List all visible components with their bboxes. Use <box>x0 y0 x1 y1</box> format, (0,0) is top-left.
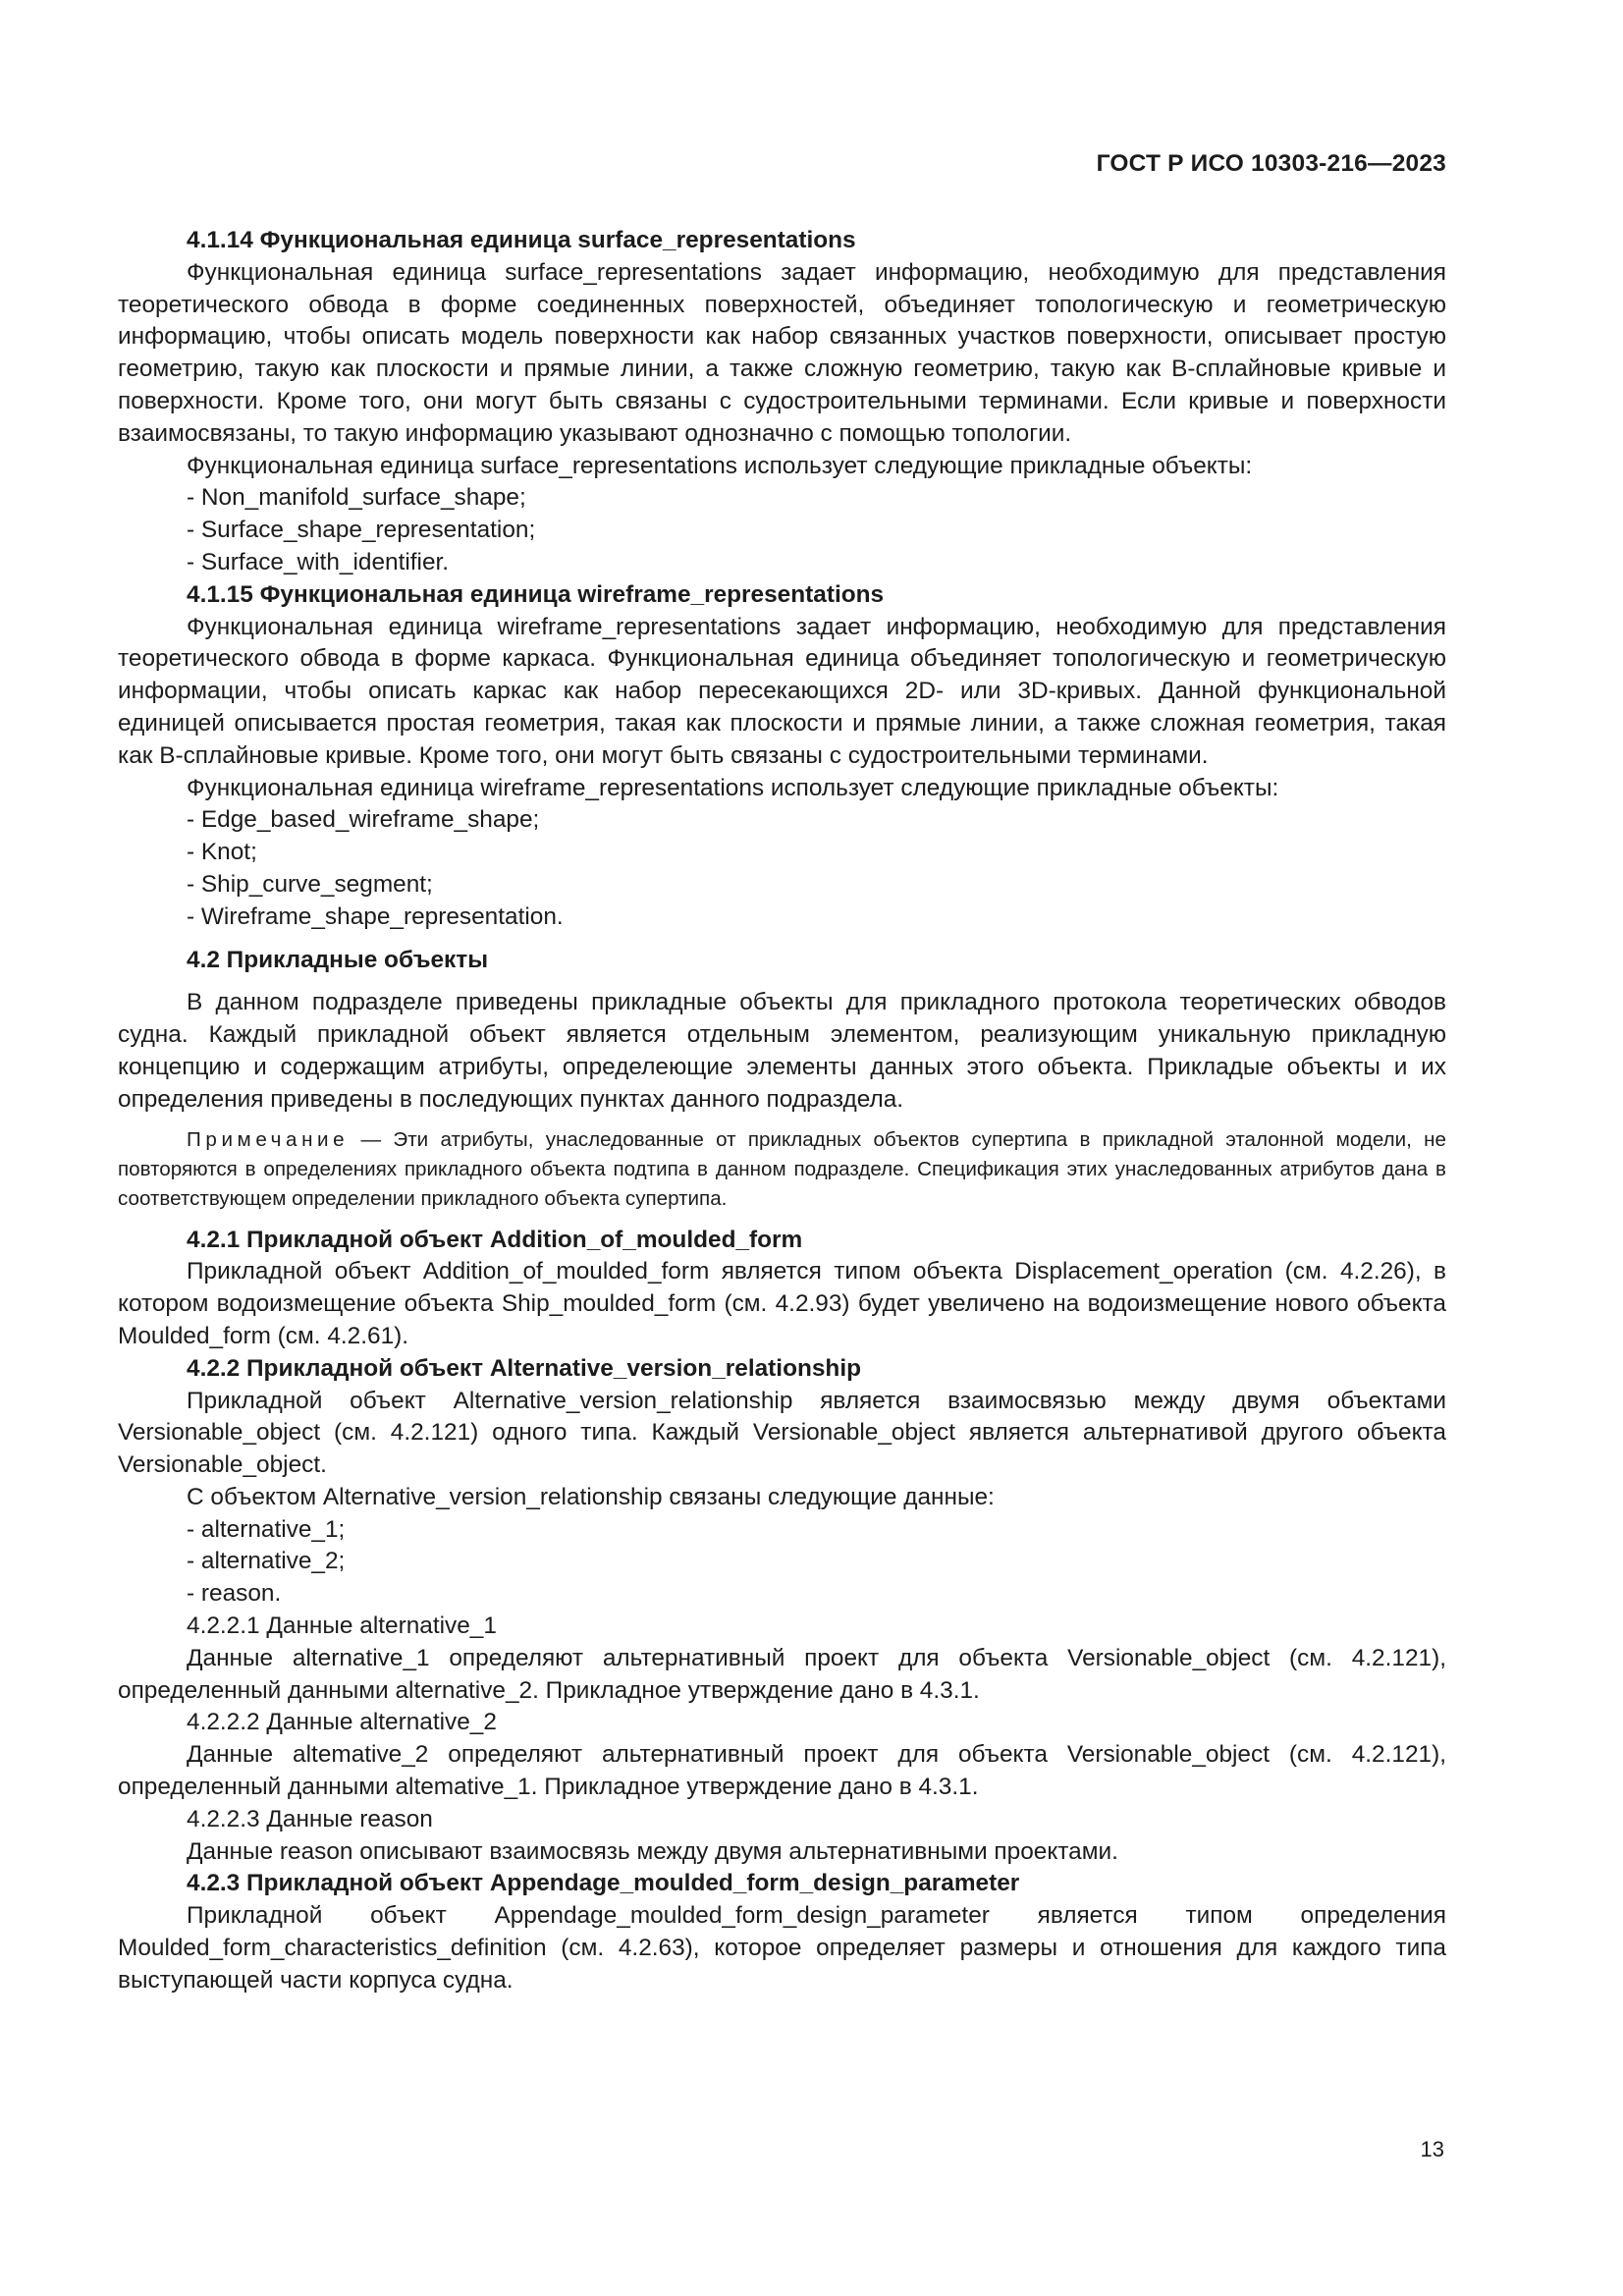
list-item: - Non_manifold_surface_shape; <box>187 484 526 512</box>
heading-4-2-1: 4.2.1 Прикладной объект Addition_of_moulded_form <box>187 1226 803 1253</box>
list-item: - Knot; <box>187 839 257 866</box>
paragraph: Прикладной объект Alternative_version_relationship является взаимосвязью между двумя объектами Versionable_object (см. 4.2.121) одного типа. Каждый Versionable_object является альтернативой другого объекта Versionable_object. <box>118 1387 1446 1479</box>
page-number: 13 <box>1420 2137 1444 2161</box>
list-item: - Wireframe_shape_representation. <box>187 902 564 930</box>
subheading-4-2-2-2: 4.2.2.2 Данные alternative_2 <box>187 1709 497 1736</box>
heading-4-2-2: 4.2.2 Прикладной объект Alternative_version_relationship <box>187 1354 861 1382</box>
list-item: - reason. <box>187 1580 282 1608</box>
list-item: - alternative_1; <box>187 1515 346 1543</box>
paragraph: Функциональная единица wireframe_representations задает информацию, необходимую для представления теоретического обвода в форме каркаса. Функциональная единица объединяет топологическую и геометрическую информации, чтобы описать каркас как набор пересекающихся 2D- или 3D-кривых. Данной функциональной единицей описывается простая геометрия, такая как плоскости и прямые линии, а также сложная геометрия, такая как B-сплайновые кривые. Кроме того, они могут быть связаны с судостроительными терминами. <box>118 613 1446 769</box>
paragraph: Данные altemative_2 определяют альтернативный проект для объекта Versionable_object (см. 4.2.121), определенный данными altemative_1. Прикладное утверждение дано в 4.3.1. <box>118 1741 1446 1801</box>
note-label: Примечание <box>187 1127 350 1151</box>
paragraph: Данные alternative_1 определяют альтернативный проект для объекта Versionable_object (см. 4.2.121), определенный данными alternative_2. Прикладное утверждение дано в 4.3.1. <box>118 1644 1446 1704</box>
heading-4-2-3: 4.2.3 Прикладной объект Appendage_moulded_form_design_parameter <box>187 1870 1020 1897</box>
list-item: - Surface_shape_representation; <box>187 517 536 544</box>
heading-4-1-15: 4.1.15 Функциональная единица wireframe_representations <box>187 580 885 608</box>
paragraph: Прикладной объект Addition_of_moulded_form является типом объекта Displacement_operation (см. 4.2.26), в котором водоизмещение объекта Ship_moulded_form (см. 4.2.93) будет увеличено на водоизмещение нового объекта Moulded_form (см. 4.2.61). <box>118 1258 1446 1349</box>
list-item: - Ship_curve_segment; <box>187 870 433 898</box>
document-body <box>118 225 1446 1997</box>
paragraph: Функциональная единица surface_representations задает информацию, необходимую для представления теоретического обвода в форме соединенных поверхностей, объединяет топологическую и геометрическую информацию, чтобы описать модель поверхности как набор связанных участков поверхности, описывает простую геометрию, такую как плоскости и прямые линии, а также сложную геометрию, такую как B-сплайновые кривые и поверхности. Кроме того, они могут быть связаны с судостроительными терминами. Если кривые и поверхности взаимосвязаны, то такую информацию указывают однозначно с помощью топологии. <box>118 258 1446 447</box>
heading-4-1-14: 4.1.14 Функциональная единица surface_representations <box>187 227 856 253</box>
note <box>118 1125 1446 1214</box>
paragraph: Прикладной объект Appendage_moulded_form_design_parameter является типом определения Moulded_form_characteristics_definition (см. 4.2.63), которое определяет размеры и отношения для каждого типа выступающей части корпуса судна. <box>118 1902 1446 1994</box>
note-text: — Эти атрибуты, унаследованные от прикладных объектов супертипа в прикладной эталонной модели, не повторяются в определениях прикладного объекта подтипа в данном подразделе. Спецификация этих унаследованных атрибутов дана в соответствующем определении прикладного объекта супертипа. <box>118 1127 1446 1210</box>
document-code-header: ГОСТ Р ИСО 10303-216—2023 <box>1096 150 1446 177</box>
paragraph: С объектом Alternative_version_relationship связаны следующие данные: <box>187 1483 995 1510</box>
list-item: - Surface_with_identifier. <box>187 548 450 575</box>
subheading-4-2-2-3: 4.2.2.3 Данные reason <box>187 1805 433 1832</box>
paragraph: Функциональная единица surface_representations использует следующие прикладные объекты: <box>187 452 1253 479</box>
list-item: - Edge_based_wireframe_shape; <box>187 806 540 834</box>
paragraph: Функциональная единица wireframe_representations использует следующие прикладные объекты: <box>187 774 1279 801</box>
heading-4-2: 4.2 Прикладные объекты <box>187 946 489 973</box>
paragraph: Данные reason описывают взаимосвязь между двумя альтернативными проектами. <box>187 1837 1118 1865</box>
paragraph: В данном подразделе приведены прикладные объекты для прикладного протокола теоретических обводов судна. Каждый прикладной объект является отдельным элементом, реализующим уникальную прикладную концепцию и содержащим атрибуты, определеющие элементы данных этого объекта. Прикладые объекты и их определения приведены в последующих пунктах данного подраздела. <box>118 989 1446 1113</box>
list-item: - alternative_2; <box>187 1548 346 1575</box>
subheading-4-2-2-1: 4.2.2.1 Данные alternative_1 <box>187 1613 497 1640</box>
